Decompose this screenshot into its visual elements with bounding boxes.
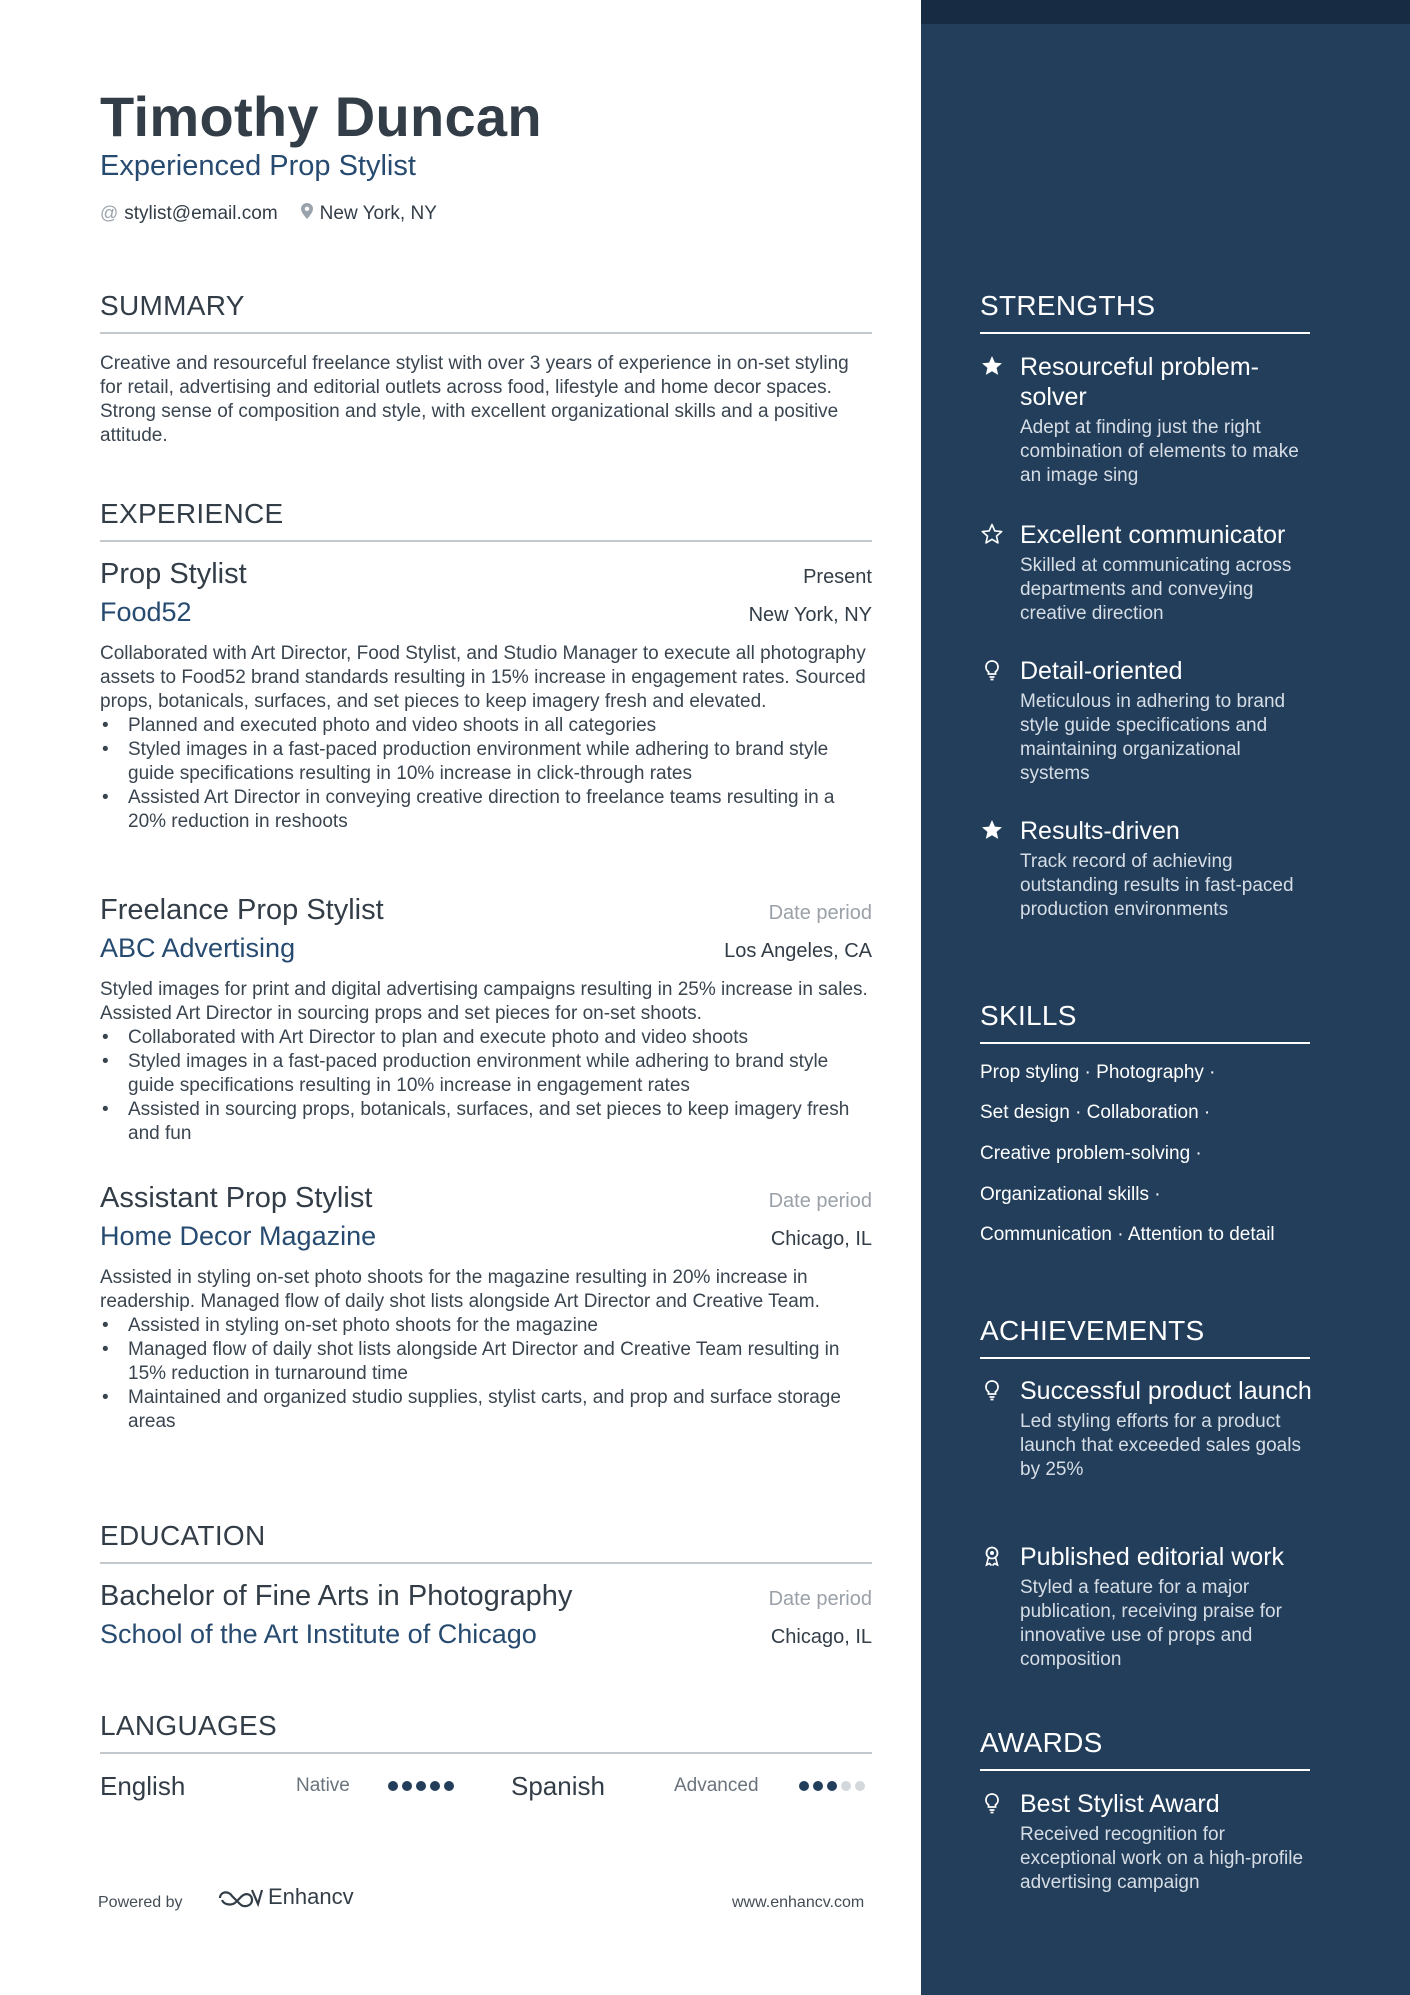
language-level: Advanced xyxy=(674,1775,759,1796)
job-bullets xyxy=(100,1026,872,1146)
star-outline-icon xyxy=(980,522,1004,546)
skills-heading: SKILLS xyxy=(980,1000,1310,1044)
achievement-description: Styled a feature for a major publication, receiving praise for innovative use of props and composition xyxy=(1020,1577,1282,1670)
skill-line: Communication · Attention to detail xyxy=(980,1224,1275,1245)
education-heading: EDUCATION xyxy=(100,1520,872,1564)
strength-title: Excellent communicator xyxy=(1020,521,1286,549)
job-date: Date period xyxy=(768,1190,872,1212)
summary-text: Creative and resourceful freelance stylist with over 3 years of experience in on-set styling for retail, advertising and editorial outlets across food, lifestyle and home decor spaces. Strong sense of composition and style, with excellent organizational skills and a positive attitude. xyxy=(100,353,849,446)
experience-heading: EXPERIENCE xyxy=(100,498,872,542)
skill-line: Set design · Collaboration · xyxy=(980,1102,1211,1123)
achievement-description: Led styling efforts for a product launch that exceeded sales goals by 25% xyxy=(1020,1411,1301,1480)
job-bullet: • Styled images in a fast-paced production environment while adhering to brand style guide specifications resulting in 10% increase in engagement rates xyxy=(100,1050,872,1098)
strength-description: Track record of achieving outstanding results in fast-paced production environments xyxy=(1020,851,1294,920)
language-name: English xyxy=(100,1770,186,1801)
strength-description: Adept at finding just the right combination of elements to make an image sing xyxy=(1020,417,1299,486)
strengths-heading: STRENGTHS xyxy=(980,290,1310,334)
strength-item xyxy=(980,520,1315,626)
job-bullet: • Styled images in a fast-paced production environment while adhering to brand style guide specifications resulting in 10% increase in click-through rates xyxy=(100,738,872,786)
strength-title: Results-driven xyxy=(1020,817,1180,845)
email-link[interactable]: stylist@email.com xyxy=(124,202,278,224)
sidebar-top-band xyxy=(921,0,1410,24)
rating-dot-filled xyxy=(799,1781,809,1791)
job-company: ABC Advertising xyxy=(100,933,296,963)
job-location: Los Angeles, CA xyxy=(724,940,872,962)
rating-dot-filled xyxy=(430,1781,440,1791)
award-title: Best Stylist Award xyxy=(1020,1790,1220,1818)
skill-line: Organizational skills · xyxy=(980,1184,1161,1205)
rating-dot-filled xyxy=(827,1781,837,1791)
strength-title: Detail-oriented xyxy=(1020,657,1183,685)
job-bullet: • Planned and executed photo and video shoots in all categories xyxy=(100,714,872,738)
rating-dot-filled xyxy=(402,1781,412,1791)
job-description: Collaborated with Art Director, Food Stylist, and Studio Manager to execute all photography assets to Food52 brand standards resulting in 15% increase in engagement rates. Sourced props, botanicals, surfaces, and set pieces to keep imagery fresh and elevated. xyxy=(100,643,866,712)
award-ribbon-icon xyxy=(980,1544,1004,1568)
skill-line: Creative problem-solving · xyxy=(980,1143,1202,1164)
enhancv-logo-text: Enhancv xyxy=(268,1884,354,1909)
strength-title: Resourceful problem-solver xyxy=(1020,353,1259,411)
skill-line: Prop styling · Photography · xyxy=(980,1062,1216,1083)
job-bullets xyxy=(100,1314,872,1434)
rating-dot-filled xyxy=(388,1781,398,1791)
rating-dot-filled xyxy=(813,1781,823,1791)
rating-dot-empty xyxy=(841,1781,851,1791)
job-entry xyxy=(100,1182,872,1434)
at-icon: @ xyxy=(100,203,119,223)
languages-heading: LANGUAGES xyxy=(100,1710,872,1754)
lightbulb-icon xyxy=(980,658,1004,682)
job-bullets xyxy=(100,714,872,834)
map-pin-icon xyxy=(300,202,314,225)
enhancv-url[interactable]: www.enhancv.com xyxy=(732,1894,865,1911)
job-description: Styled images for print and digital advertising campaigns resulting in 25% increase in sales. Assisted Art Director in sourcing props and set pieces for on-set shoots. xyxy=(100,979,868,1024)
strength-item xyxy=(980,656,1315,786)
language-name: Spanish xyxy=(511,1770,605,1801)
job-company: Food52 xyxy=(100,597,192,627)
rating-dot-empty xyxy=(855,1781,865,1791)
lightbulb-icon xyxy=(980,1791,1004,1815)
star-filled-icon xyxy=(980,818,1004,842)
achievement-title: Successful product launch xyxy=(1020,1377,1312,1405)
job-bullet: • Maintained and organized studio supplies, stylist carts, and prop and surface storage areas xyxy=(100,1386,872,1434)
language-level: Native xyxy=(296,1775,350,1796)
candidate-title: Experienced Prop Stylist xyxy=(100,150,416,182)
award-item xyxy=(980,1789,1315,1895)
language-rating xyxy=(388,1781,454,1791)
education-location: Chicago, IL xyxy=(770,1626,872,1648)
contact-row xyxy=(100,202,437,225)
education-school: School of the Art Institute of Chicago xyxy=(100,1619,537,1649)
powered-by-label: Powered by xyxy=(98,1894,183,1911)
rating-dot-filled xyxy=(444,1781,454,1791)
job-bullet: • Managed flow of daily shot lists alongside Art Director and Creative Team resulting in 15% reduction in turnaround time xyxy=(100,1338,872,1386)
summary-heading: SUMMARY xyxy=(100,290,872,334)
enhancv-logo-icon xyxy=(216,1884,264,1910)
job-location: Chicago, IL xyxy=(770,1228,872,1250)
awards-heading: AWARDS xyxy=(980,1727,1310,1771)
job-company: Home Decor Magazine xyxy=(100,1221,377,1251)
education-date: Date period xyxy=(768,1588,872,1610)
strength-item xyxy=(980,816,1315,922)
strength-description: Meticulous in adhering to brand style guide specifications and maintaining organizational systems xyxy=(1020,691,1286,784)
award-description: Received recognition for exceptional work on a high-profile advertising campaign xyxy=(1020,1824,1304,1893)
job-bullet: • Collaborated with Art Director to plan and execute photo and video shoots xyxy=(100,1026,872,1050)
achievement-title: Published editorial work xyxy=(1020,1543,1285,1571)
achievement-item xyxy=(980,1376,1315,1482)
job-bullet: • Assisted Art Director in conveying creative direction to freelance teams resulting in a 20% reduction in reshoots xyxy=(100,786,872,834)
language-rating xyxy=(799,1781,865,1791)
star-filled-icon xyxy=(980,354,1004,378)
achievements-heading: ACHIEVEMENTS xyxy=(980,1315,1310,1359)
strength-item xyxy=(980,352,1315,488)
job-entry xyxy=(100,894,872,1146)
job-role: Freelance Prop Stylist xyxy=(100,894,384,926)
lightbulb-icon xyxy=(980,1378,1004,1402)
enhancv-logo[interactable] xyxy=(216,1884,354,1910)
job-description: Assisted in styling on-set photo shoots for the magazine resulting in 20% increase in readership. Managed flow of daily shot lists alongside Art Director and Creative Team. xyxy=(100,1267,820,1312)
achievement-item xyxy=(980,1542,1315,1672)
job-role: Assistant Prop Stylist xyxy=(100,1182,373,1214)
job-entry xyxy=(100,558,872,834)
strength-description: Skilled at communicating across departments and conveying creative direction xyxy=(1020,555,1292,624)
job-location: New York, NY xyxy=(748,604,872,626)
education-degree: Bachelor of Fine Arts in Photography xyxy=(100,1580,573,1612)
job-date: Date period xyxy=(768,902,872,924)
job-bullet: • Assisted in sourcing props, botanicals, surfaces, and set pieces to keep imagery fresh and fun xyxy=(100,1098,872,1146)
job-role: Prop Stylist xyxy=(100,558,247,590)
rating-dot-filled xyxy=(416,1781,426,1791)
job-date: Present xyxy=(803,566,872,588)
education-entry xyxy=(100,1580,872,1650)
location-text: New York, NY xyxy=(319,202,437,224)
job-bullet: • Assisted in styling on-set photo shoots for the magazine xyxy=(100,1314,872,1338)
language-item xyxy=(100,1768,470,1804)
language-item xyxy=(511,1768,881,1804)
candidate-name: Timothy Duncan xyxy=(100,85,542,148)
